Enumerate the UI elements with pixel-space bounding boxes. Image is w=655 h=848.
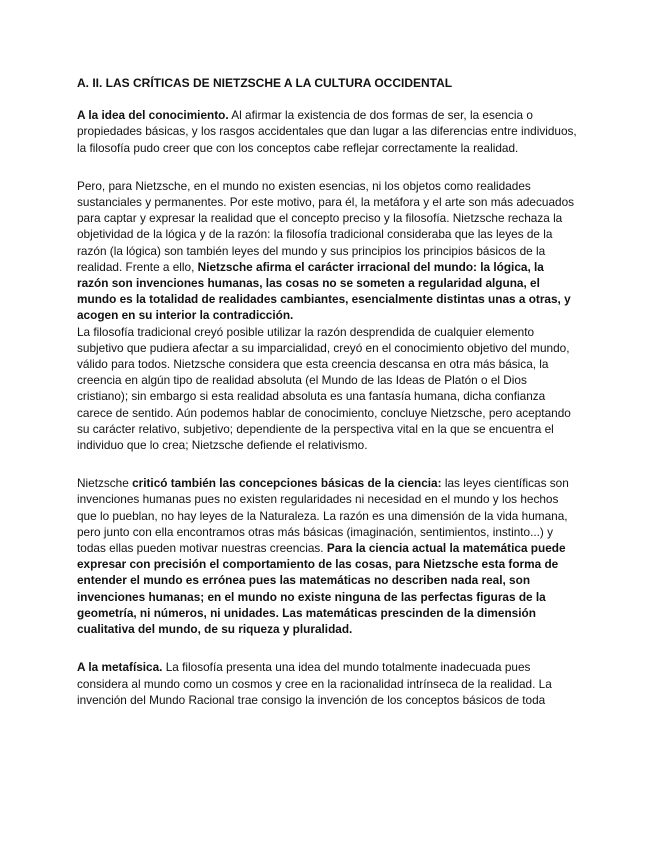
paragraph-metafisica xyxy=(77,659,577,708)
paragraph-emphasis: Nietzsche afirma el carácter irracional del mundo: la lógica, la razón son invenciones humanas, las cosas no se someten a regularidad alguna, el mundo es la totalidad de realidades cambiantes, esencialmente distintas unas a otras, y acogen en su interior la contradicción. xyxy=(77,259,571,323)
document-page xyxy=(77,75,577,708)
paragraph-text: Nietzsche xyxy=(77,476,133,491)
paragraph-text: La filosofía tradicional creyó posible utilizar la razón desprendida de cualquier elemento subjetivo que pudiera afectar a su imparcialidad, creyó en el conocimiento objetivo del mundo, válido para todos. Nietzsche considera que esta creencia descansa en otra más básica, la creencia en algún tipo de realidad absoluta (el Mundo de las Ideas de Platón o el Dios cristiano); sin embargo si esta realidad absoluta es una fantasía humana, dicha confianza carece de sentido. Aún podemos hablar de conocimiento, concluye Nietzsche, pero aceptando su carácter relativo, subjetivo; dependiente de la perspectiva vital en la que se encuentra el individuo que lo crea; Nietzsche defiende el relativismo. xyxy=(77,324,571,453)
paragraph-text: las leyes científicas son invenciones humanas pues no existen regularidades ni necesidad en el mundo y los hechos que lo pueblan, no hay leyes de la Naturaleza. La razón es una dimensión de la vida humana, pero junto con ella encontramos otras más básicas (imaginación, sentimientos, instinto...) y todas ellas pueden motivar nuestras creencias. xyxy=(77,476,569,556)
paragraph-text: Pero, para Nietzsche, en el mundo no existen esencias, ni los objetos como realidades sustanciales y permanentes. Por este motivo, para él, la metáfora y el arte son más adecuados para captar y expresar la realidad que el concepto preciso y la filosofía. Nietzsche rechaza la objetividad de la lógica y de la razón: la filosofía tradicional consideraba que las leyes de la razón (la lógica) son también leyes del mundo y sus principios los principios básicos de la realidad. Frente a ello, xyxy=(77,178,575,274)
paragraph-lead: A la idea del conocimiento. xyxy=(77,108,229,123)
paragraph-emphasis: Para la ciencia actual la matemática puede expresar con precisión el comportamiento de las cosas, para Nietzsche esta forma de entender el mundo es errónea pues las matemáticas no describen nada real, son invenciones humanas; en el mundo no existe ninguna de las perfectas figuras de la geometría, ni números, ni unidades. Las matemáticas prescinden de la dimensión cualitativa del mundo, de su riqueza y pluralidad. xyxy=(77,541,566,637)
paragraph-lead: A la metafísica. xyxy=(77,660,163,675)
paragraph-text: Al afirmar la existencia de dos formas de ser, la esencia o propiedades básicas, y los rasgos accidentales que dan lugar a las diferencias entre individuos, la filosofía pudo creer que con los conceptos cabe reflejar correctamente la realidad. xyxy=(77,108,577,155)
section-title: A. II. LAS CRÍTICAS DE NIETZSCHE A LA CULTURA OCCIDENTAL xyxy=(77,76,453,90)
paragraph-text: La filosofía presenta una idea del mundo totalmente inadecuada pues considera al mundo como un cosmos y cree en la racionalidad intrínseca de la realidad. La invención del Mundo Racional trae consigo la invención de los conceptos básicos de toda xyxy=(77,660,552,707)
paragraph-emphasis: criticó también las concepciones básicas de la ciencia: xyxy=(132,476,442,491)
paragraph-esencias xyxy=(77,178,577,324)
paragraph-conocimiento xyxy=(77,107,577,156)
paragraph-razon xyxy=(77,324,577,454)
paragraph-ciencia xyxy=(77,475,577,637)
